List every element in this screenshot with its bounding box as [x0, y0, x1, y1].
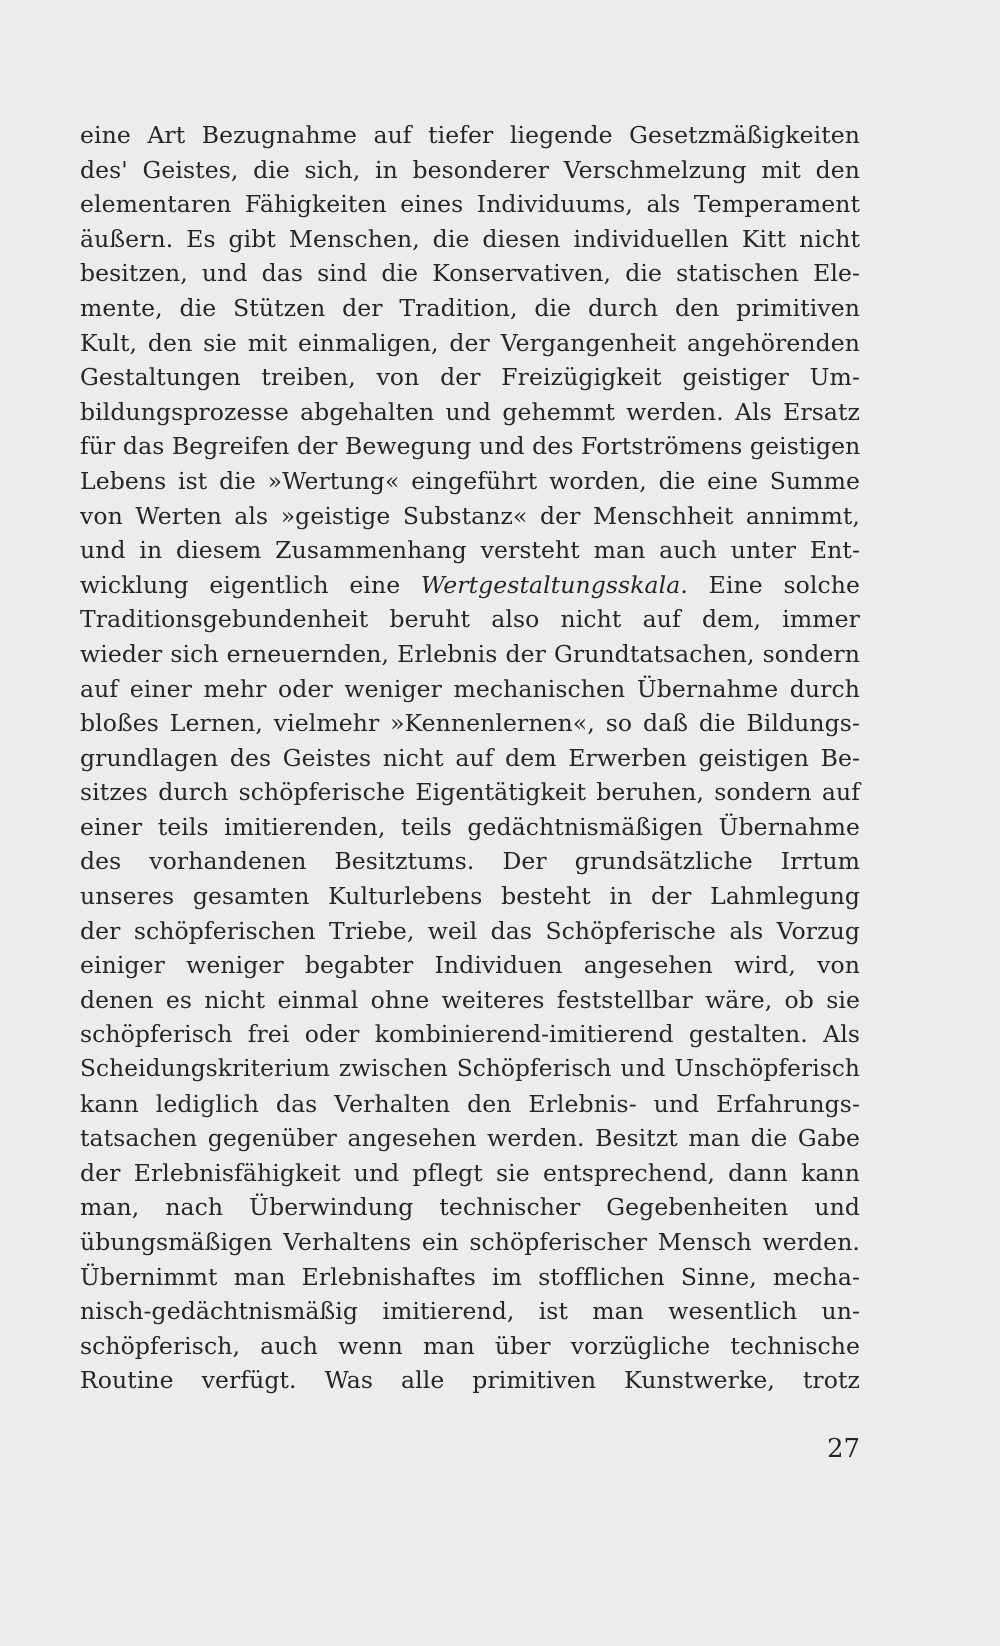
text-line-36: schöpferisch, auch wenn man über vorzügliche technische	[80, 1331, 860, 1360]
text-line-6: mente, die Stützen der Tradition, die durch den primitiven	[80, 293, 860, 322]
text-line-20: sitzes durch schöpferische Eigentätigkeit beruhen, sondern auf	[80, 778, 860, 807]
text-line-29: kann lediglich das Verhalten den Erlebnis- und Erfahrungs-	[80, 1089, 860, 1118]
text-line-14	[80, 568, 860, 603]
text-line-1: eine Art Bezugnahme auf tiefer liegende Gesetzmäßigkeiten	[80, 121, 860, 149]
text-line-3: elementaren Fähigkeiten eines Individuums, als Temperament	[80, 190, 860, 219]
text-line-19: grundlagen des Geistes nicht auf dem Erwerben geistigen Be-	[80, 743, 860, 772]
line14-after: Eine solche	[687, 570, 860, 599]
text-line-25: einiger weniger begabter Individuen angesehen wird, von	[80, 951, 860, 980]
text-line-34: Übernimmt man Erlebnishaftes im stofflichen Sinne, mecha-	[80, 1262, 860, 1291]
page-number: 27	[827, 1434, 861, 1464]
text-line-11: Lebens ist die »Wertung« eingeführt worden, die eine Summe	[80, 466, 860, 495]
text-line-24: der schöpferischen Triebe, weil das Schöpferische als Vorzug	[80, 916, 860, 945]
text-line-31: der Erlebnisfähigkeit und pflegt sie entsprechend, dann kann	[80, 1158, 860, 1187]
text-line-16: wieder sich erneuernden, Erlebnis der Grundtatsachen, sondern	[80, 639, 860, 668]
text-line-30: tatsachen gegenüber angesehen werden. Besitzt man die Gabe	[80, 1124, 860, 1153]
text-line-5: besitzen, und das sind die Konservativen, die statischen Ele-	[80, 259, 860, 288]
text-line-12: von Werten als »geistige Substanz« der Menschheit annimmt,	[80, 501, 860, 530]
text-line-35: nisch-gedächtnismäßig imitierend, ist man wesentlich un-	[80, 1297, 860, 1326]
text-line-10: für das Begreifen der Bewegung und des Fortströmens geistigen	[80, 432, 861, 461]
text-line-13: und in diesem Zusammenhang versteht man auch unter Ent-	[80, 536, 860, 565]
body-text	[80, 118, 860, 1398]
text-line-28: Scheidungskriterium zwischen Schöpferisch und Unschöpferisch	[80, 1055, 860, 1083]
text-line-26: denen es nicht einmal ohne weiteres feststellbar wäre, ob sie	[80, 985, 860, 1014]
text-line-21: einer teils imitierenden, teils gedächtnismäßigen Übernahme	[80, 812, 860, 841]
text-line-15: Traditionsgebundenheit beruht also nicht auf dem, immer	[80, 605, 860, 634]
text-line-32: man, nach Überwindung technischer Gegebenheiten und	[80, 1193, 860, 1222]
text-line-17: auf einer mehr oder weniger mechanischen Übernahme durch	[80, 674, 860, 703]
text-line-9: bildungsprozesse abgehalten und gehemmt werden. Als Ersatz	[80, 397, 860, 426]
text-line-18: bloßes Lernen, vielmehr »Kennenlernen«, so daß die Bildungs-	[80, 709, 860, 738]
text-line-22: des vorhandenen Besitztums. Der grundsätzliche Irrtum	[80, 847, 860, 876]
text-line-27: schöpferisch frei oder kombinierend-imitierend gestalten. Als	[80, 1020, 860, 1049]
line14-before: wicklung eigentlich eine	[80, 570, 421, 599]
text-line-4: äußern. Es gibt Menschen, die diesen individuellen Kitt nicht	[80, 224, 860, 253]
text-line-33: übungsmäßigen Verhaltens ein schöpferischer Mensch werden.	[80, 1228, 860, 1256]
text-line-37: Routine verfügt. Was alle primitiven Kunstwerke, trotz	[80, 1366, 860, 1395]
italic-term: Wertgestaltungsskala.	[420, 570, 688, 599]
text-line-23: unseres gesamten Kulturlebens besteht in der Lahmlegung	[80, 882, 860, 911]
text-line-7: Kult, den sie mit einmaligen, der Vergangenheit angehörenden	[80, 328, 860, 357]
text-line-2: des' Geistes, die sich, in besonderer Verschmelzung mit den	[80, 155, 860, 184]
text-line-8: Gestaltungen treiben, von der Freizügigkeit geistiger Um-	[80, 363, 860, 392]
